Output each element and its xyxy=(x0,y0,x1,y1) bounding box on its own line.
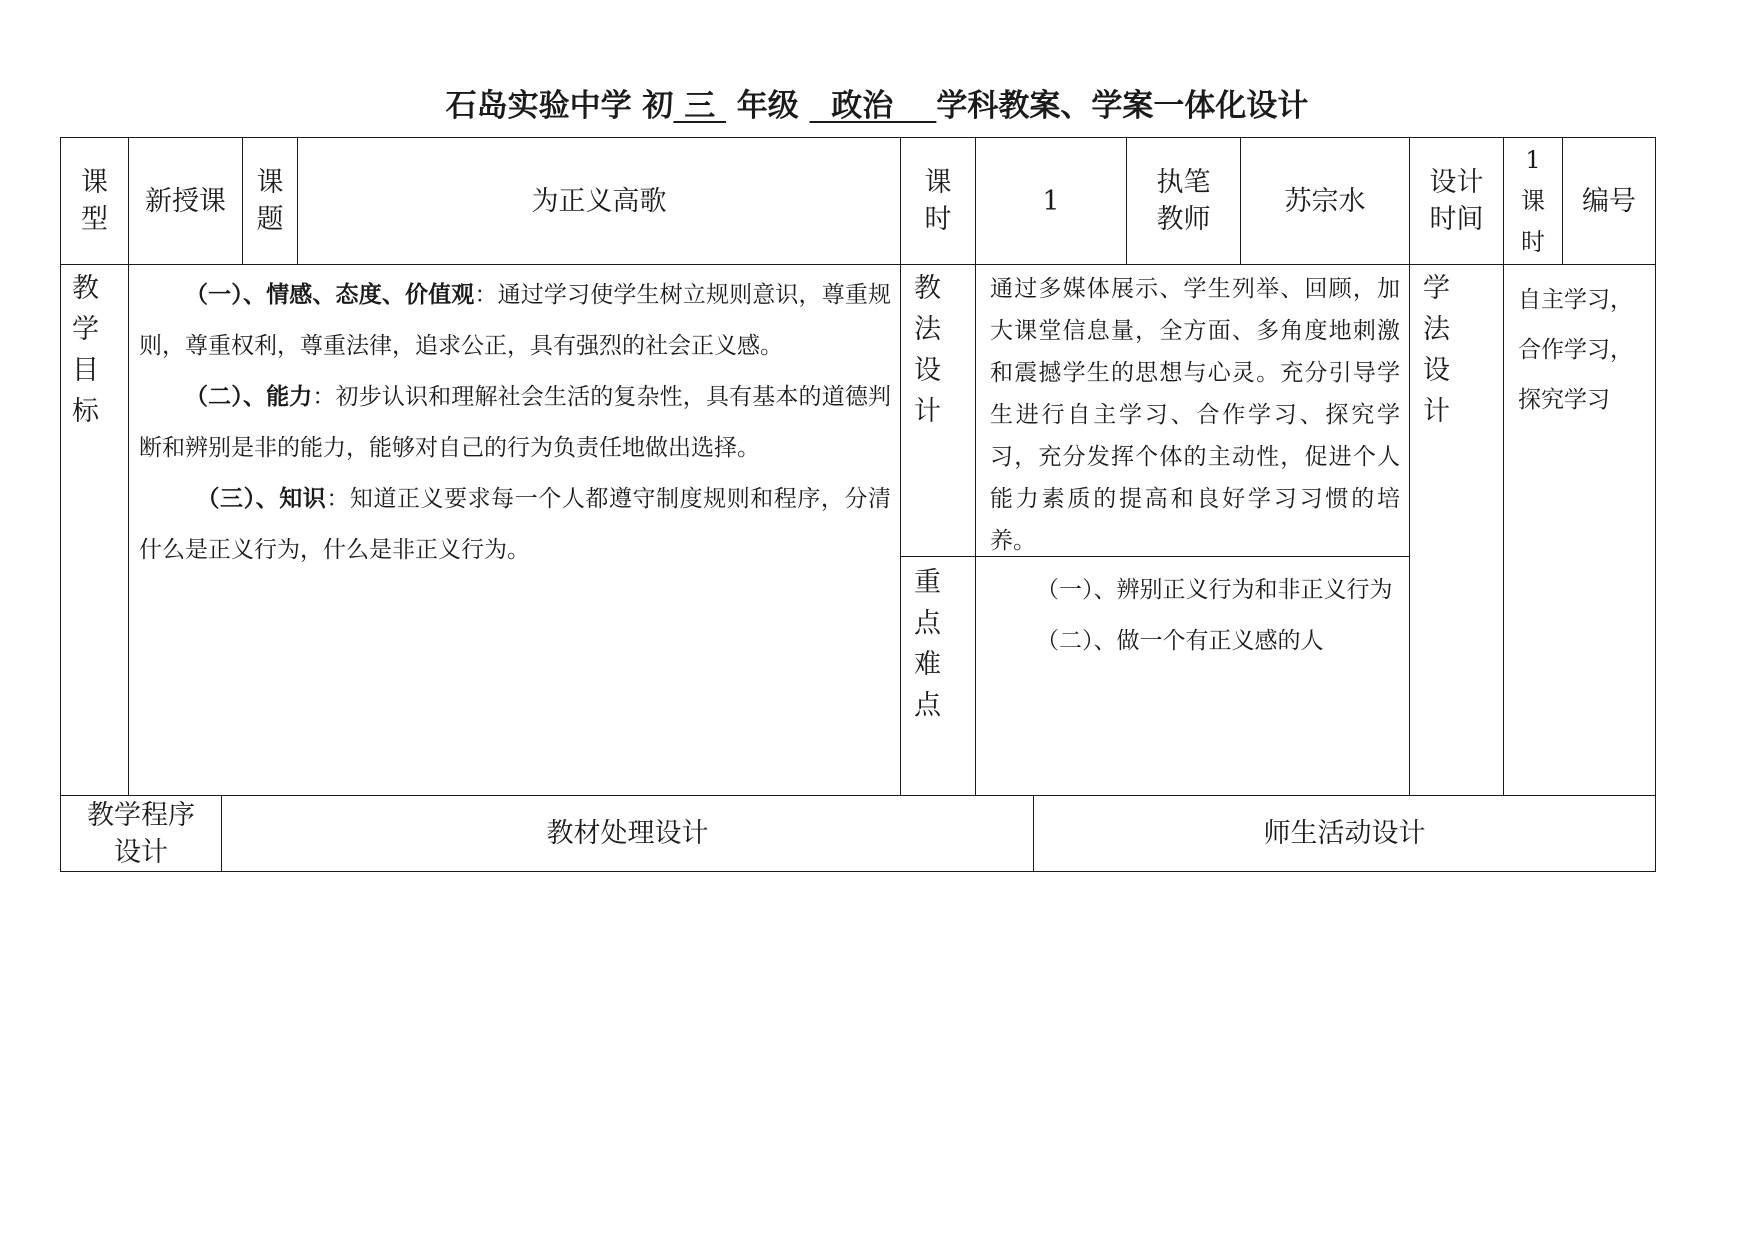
material-design-header: 教材处理设计 xyxy=(546,818,709,849)
lesson-type-value: 新授课 xyxy=(145,185,226,217)
goal-ability xyxy=(139,372,891,474)
learning-method-label: 学 法 设 计 xyxy=(1423,273,1450,427)
key-point-2: （二）、做一个有正义感的人 xyxy=(1036,628,1324,654)
goal-knowledge-heading: （三）、知识 xyxy=(196,486,327,512)
learning-methods-list xyxy=(1518,275,1648,425)
goal-ability-heading: （二）、能力 xyxy=(185,384,313,410)
teaching-goals-label: 教 学 目 标 xyxy=(72,273,99,427)
key-points-text xyxy=(990,565,1400,667)
number-label: 编号 xyxy=(1582,185,1636,217)
topic-label: 课 题 xyxy=(256,167,284,235)
class-hours-label: 课 时 xyxy=(924,167,952,235)
goal-affective xyxy=(139,270,891,372)
activity-design-header: 师生活动设计 xyxy=(1263,818,1426,849)
goal-affective-text: ：通过学习使学生树立规则意识，尊重规则，尊重权利，尊重法律，追求公正，具有强烈的社会正义感。 xyxy=(139,282,892,359)
teacher-value: 苏宗水 xyxy=(1284,185,1366,217)
table-border-bottom xyxy=(60,871,1656,872)
title-school: 石岛实验中学 初 xyxy=(445,88,674,124)
title-subject: 政治 xyxy=(809,88,937,124)
design-time-label: 设计 时间 xyxy=(1429,167,1484,235)
goal-knowledge xyxy=(139,474,891,576)
design-time-value: 1 课 时 xyxy=(1521,145,1545,256)
title-suffix: 学科教案、学案一体化设计 xyxy=(936,88,1309,124)
key-points-label: 重 点 难 点 xyxy=(914,567,941,721)
goal-ability-text: ：初步认识和理解社会生活的复杂性，具有基本的道德判断和辨别是非的能力，能够对自己的行为负责任地做出选择。 xyxy=(139,384,892,461)
table-border-right xyxy=(1655,137,1656,872)
learning-method-3: 探究学习 xyxy=(1518,387,1610,413)
teacher-label: 执笔 教师 xyxy=(1156,167,1211,235)
class-hours-value: 1 xyxy=(1042,185,1060,217)
title-grade-suffix: 年级 xyxy=(726,88,810,124)
title-grade: 三 xyxy=(673,88,727,124)
key-point-1: （一）、辨别正义行为和非正义行为 xyxy=(1036,577,1393,603)
topic-value: 为正义高歌 xyxy=(531,185,667,217)
procedure-label: 教学程序 设计 xyxy=(87,799,195,868)
learning-method-1: 自主学习， xyxy=(1518,287,1633,313)
goal-affective-heading: （一）、情感、态度、价值观 xyxy=(185,282,475,308)
teaching-method-label: 教 法 设 计 xyxy=(914,273,941,427)
teaching-goals-text xyxy=(139,270,891,576)
page-title xyxy=(0,84,1754,128)
lesson-type-label: 课 型 xyxy=(81,167,108,235)
row1-divider xyxy=(60,264,1656,265)
teaching-method-text: 通过多媒体展示、学生列举、回顾，加大课堂信息量，全方面、多角度地刺激和震撼学生的思想与心灵。充分引导学生进行自主学习、合作学习、探究学习，充分发挥个体的主动性，促进个人能力素质的提高和良好学习习惯的培养。 xyxy=(990,276,1400,554)
learning-method-2: 合作学习， xyxy=(1518,337,1633,363)
goal-knowledge-text: ：知道正义要求每一个人都遵守制度规则和程序，分清什么是正义行为，什么是非正义行为。 xyxy=(139,486,892,563)
